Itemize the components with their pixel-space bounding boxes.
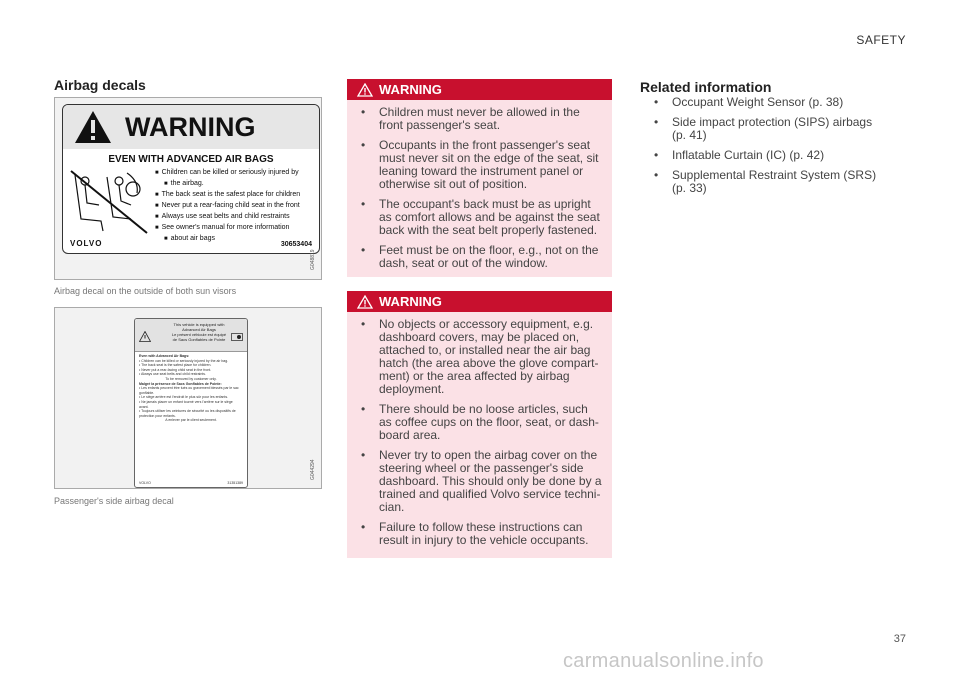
label-item: ■ See owner's manual for more information [155,223,300,233]
label-line: • Children can be killed or seriously injured by the air bag. [139,358,229,363]
label-item: ■ the airbag. [155,179,300,189]
warning-heading: WARNING [379,82,442,97]
label-brand: VOLVO [70,239,103,248]
sun-visor-warning-label [62,104,320,254]
label-title-line: This vehicle is equipped with [173,322,225,327]
airbag-decals-title: Airbag decals [54,77,146,93]
site-watermark: carmanualsonline.info [563,650,764,672]
label-title-line: Le présent véhicule est équipé [171,332,227,337]
warning-box [347,291,612,558]
label-line: A enlever par le client seulement. [165,418,217,423]
warning-triangle-icon [73,109,113,145]
warning-box [347,79,612,277]
list-item: • There should be no loose articles, such as coffee cups on the floor, seat, or dash-board area. [347,403,602,442]
warning-list [347,318,612,547]
list-item: • The occupant's back must be as upright as comfort allows and be against the seat back with the seat belt properly fastened. [347,198,602,237]
list-item: • Never try to open the airbag cover on the steering wheel or the passenger's side dashboard. This should only be done by a trained and qualified Volvo service techni-cian. [347,449,602,514]
page-number: 37 [893,633,906,645]
related-information-list [640,96,880,202]
section-header: SAFETY [856,33,906,47]
label-footer [139,481,243,485]
label-line: • Always use seat belts and child restraints. [139,372,206,377]
related-information-title: Related information [640,79,772,95]
label-line: • The back seat is the safest place for children. [139,363,212,368]
label-title-line: Advanced Air Bags [182,327,216,332]
list-item: • Children must never be allowed in the front passenger's seat. [347,106,602,132]
list-item: • Feet must be on the floor, e.g., not on the dash, seat or out of the window. [347,244,602,270]
label-title-line: de Sacs Gonflables de Pointe [172,337,226,342]
figure-caption: Airbag decal on the outside of both sun visors [54,286,237,296]
related-link[interactable]: • Occupant Weight Sensor (p. 38) [640,96,880,109]
label-item: ■ The back seat is the safest place for children [155,190,300,200]
label-brand: VOLVO [139,481,151,485]
passenger-airbag-label [134,318,248,488]
label-subtitle: EVEN WITH ADVANCED AIR BAGS [108,154,274,165]
label-body [135,352,247,425]
label-part-number: 30653404 [280,241,312,248]
sun-visor-decal-figure [54,97,322,280]
warning-header [347,79,612,100]
warning-triangle-icon [139,331,151,342]
label-line: • Never put a rear-facing child seat in the front. [139,367,212,372]
label-line: • Ne jamais placer un enfant tourné vers l'arrière sur le siège avant. [139,399,233,409]
seat-pictogram-icon [67,167,153,237]
label-part-number: 31351389 [227,481,243,485]
figure-caption: Passenger's side airbag decal [54,496,174,506]
list-item: • Failure to follow these instructions can result in injury to the vehicle occupants. [347,521,602,547]
related-link[interactable]: • Inflatable Curtain (IC) (p. 42) [640,149,880,162]
label-item: ■ Always use seat belts and child restraints [155,212,300,222]
warning-list [347,106,612,270]
related-link[interactable]: • Supplemental Restraint System (SRS) (p. 33) [640,169,880,195]
label-line: Malgré la présence de Sacs Gonflables de Pointe: [139,381,222,386]
warning-heading: WARNING [379,294,442,309]
label-title [155,322,243,342]
warning-header [347,291,612,312]
label-warning-title: WARNING [125,111,256,142]
label-line: To be removed by customer only. [165,376,217,381]
label-item: ■ Never put a rear-facing child seat in the front [155,201,300,211]
label-line: Even with Advanced Air Bags: [139,354,190,358]
label-item: ■ about air bags [155,234,300,244]
passenger-decal-figure [54,307,322,489]
list-item: • No objects or accessory equipment, e.g. dashboard covers, may be placed on, attached to, or installed near the air bag hatch (the area above the glove compart-ment) or the area affected by airbag deployment. [347,318,602,396]
list-item: • Occupants in the front passenger's seat must never sit on the edge of the seat, sit leaning toward the instrument panel or otherwise sit out of position. [347,139,602,191]
label-item: ■ Children can be killed or seriously injured by [155,168,300,178]
label-warning-list [155,168,300,245]
warning-triangle-icon [357,295,373,309]
label-line: • Les enfants peuvent être tués ou gravement blessés par le sac gonflable. [139,386,239,395]
figure-code: G048819 [310,249,316,270]
label-line: • Toujours utiliser les ceintures de sécurité ou les dispositifs de protection pour enfants. [139,409,236,418]
warning-triangle-icon [357,83,373,97]
related-link[interactable]: • Side impact protection (SIPS) airbags (p. 41) [640,116,880,142]
figure-code: G044294 [310,459,316,480]
label-line: • Le siège arrière est l'endroit le plus sûr pour les enfants. [139,395,229,400]
